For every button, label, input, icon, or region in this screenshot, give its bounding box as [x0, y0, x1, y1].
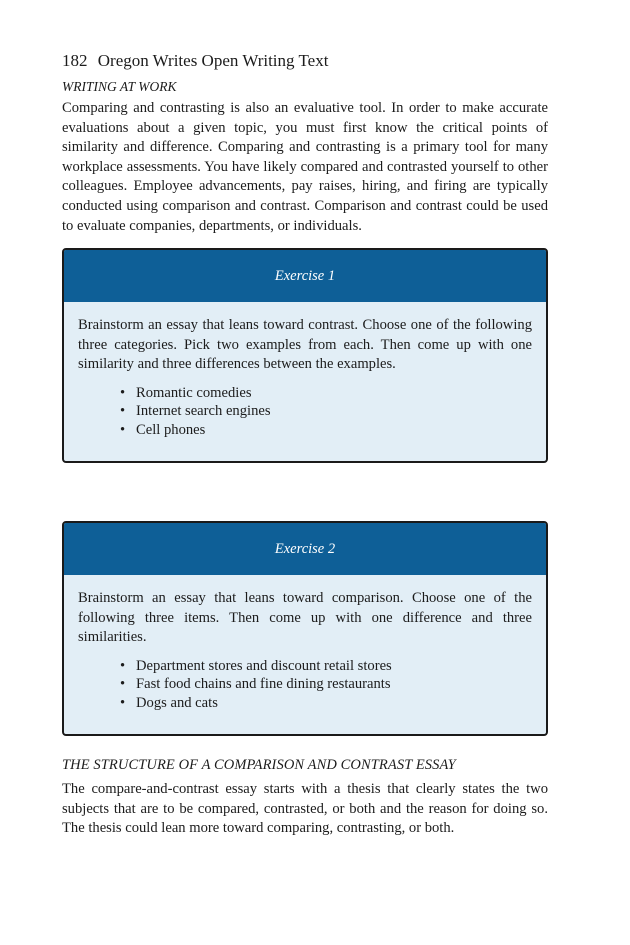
- running-head: [62, 50, 548, 72]
- exercise-box-2: [62, 521, 548, 736]
- exercise-body: [64, 302, 546, 461]
- page: [62, 50, 548, 839]
- exercise-title: Exercise 1: [64, 250, 546, 302]
- exercise-prompt: Brainstorm an essay that leans toward contrast. Choose one of the following three categories. Pick two examples from each. Then come up with one similarity and three differences between the examples.: [78, 317, 532, 373]
- writing-at-work-heading: WRITING AT WORK: [62, 79, 177, 94]
- list-item: • Romantic comedies: [136, 384, 532, 402]
- list-item: • Internet search engines: [136, 402, 532, 420]
- list-item: • Department stores and discount retail stores: [136, 657, 532, 675]
- exercise-list: [78, 657, 532, 712]
- page-number: 182: [62, 51, 88, 70]
- list-item: • Cell phones: [136, 421, 532, 439]
- structure-heading: THE STRUCTURE OF A COMPARISON AND CONTRAST ESSAY: [62, 757, 456, 774]
- exercise-prompt: Brainstorm an essay that leans toward comparison. Choose one of the following three items. Then come up with one difference and three similarities.: [78, 590, 532, 646]
- exercise-box-1: [62, 248, 548, 463]
- exercise-list: [78, 384, 532, 439]
- list-item: • Fast food chains and fine dining restaurants: [136, 675, 532, 693]
- writing-at-work-paragraph: Comparing and contrasting is also an evaluative tool. In order to make accurate evaluations about a given topic, you must first know the critical points of similarity and difference. Comparing and contrasting is a primary tool for many workplace assessments. You have likely compared and contrasted yourself to other colleagues. Employee advancements, pay raises, hiring, and firing are typically conducted using comparison and contrast. Comparison and contrast could be used to evaluate companies, departments, or individuals.: [62, 100, 548, 234]
- book-title: Oregon Writes Open Writing Text: [97, 51, 329, 70]
- exercise-body: [64, 575, 546, 734]
- list-item: • Dogs and cats: [136, 694, 532, 712]
- structure-paragraph: The compare-and-contrast essay starts with a thesis that clearly states the two subjects that are to be compared, contrasted, or both and the reason for doing so. The thesis could lean more toward comparing, contrasting, or both.: [62, 781, 548, 837]
- exercise-title: Exercise 2: [64, 523, 546, 575]
